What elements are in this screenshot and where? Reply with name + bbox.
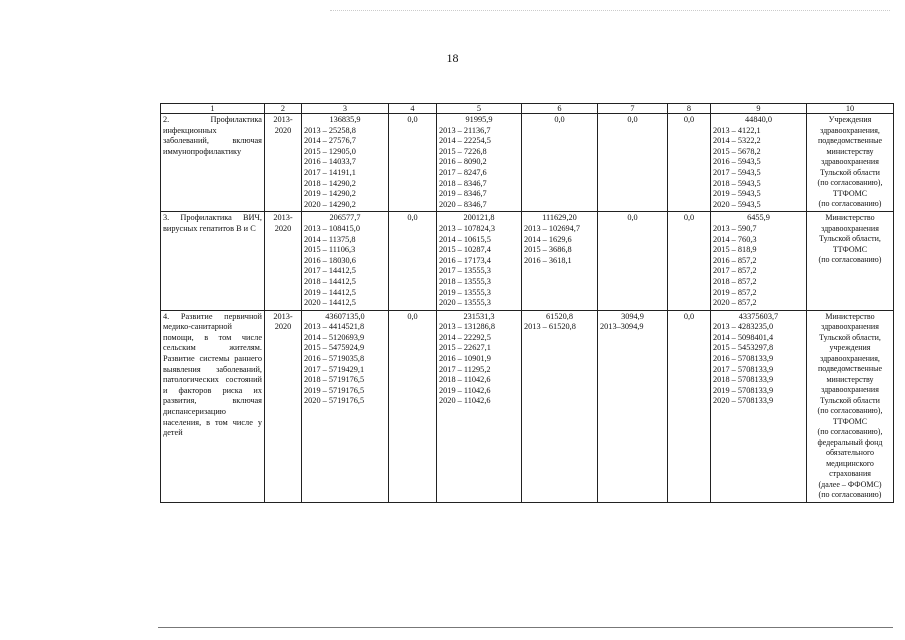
executor-cell xyxy=(807,212,894,310)
col9-cell xyxy=(711,212,807,310)
total-cell-total: 136835,9 xyxy=(329,115,361,124)
col5-cell-year-value: 2014 – 10615,5 xyxy=(439,234,491,244)
col-header-4: 4 xyxy=(389,104,437,114)
col5-cell xyxy=(437,310,522,502)
col5-cell-year-value: 2016 – 17173,4 xyxy=(439,255,491,265)
col7-cell xyxy=(598,310,668,502)
total-cell-year-value: 2013 – 108415,0 xyxy=(304,223,361,233)
col9-cell xyxy=(711,114,807,212)
executor-line: подведомственные xyxy=(817,136,883,145)
col9-cell-year-value: 2015 – 818,9 xyxy=(713,245,757,255)
total-cell-year-value: 2017 – 14412,5 xyxy=(304,266,356,276)
col6-cell-year-value: 2016 – 3618,1 xyxy=(524,255,572,265)
table-row xyxy=(161,212,894,310)
col9-cell-year-value: 2017 – 857,2 xyxy=(713,266,757,276)
col9-cell-year-value: 2017 – 5708133,9 xyxy=(713,364,774,374)
col9-cell-total: 6455,9 xyxy=(747,213,770,223)
total-cell-total: 206577,7 xyxy=(329,213,361,223)
table-row xyxy=(161,114,894,212)
col9-cell-year-value: 2014 – 5098401,4 xyxy=(713,332,774,342)
col6-cell-year-value: 2014 – 1629,6 xyxy=(524,234,572,244)
total-cell-year-value: 2014 – 11375,8 xyxy=(304,234,356,244)
executor-line: Тульской области xyxy=(820,395,880,405)
col5-cell xyxy=(437,212,522,310)
executor-line: министерству xyxy=(826,374,874,384)
col5-cell-year-value: 2016 – 10901,9 xyxy=(439,354,491,364)
total-cell-year-value: 2019 – 14412,5 xyxy=(304,287,356,297)
executor-line: медицинского xyxy=(826,458,874,468)
col5-cell-year-value: 2020 – 8346,7 xyxy=(439,199,487,209)
executor-line: здравоохранения xyxy=(821,385,879,395)
col7-cell-year-value: 2013–3094,9 xyxy=(600,322,644,332)
col5-cell-year-value: 2013 – 131286,8 xyxy=(439,322,496,332)
executor-line: министерству xyxy=(826,146,874,156)
col5-cell-year-value: 2014 – 22254,5 xyxy=(439,136,491,146)
executor-line: ТТФОМС xyxy=(832,244,868,254)
col9-cell-year-value: 2013 – 590,7 xyxy=(713,223,757,233)
executor-line: (по согласованию), xyxy=(817,406,883,416)
total-cell-year-value: 2015 – 12905,0 xyxy=(304,146,356,156)
executor-line: страхования xyxy=(829,469,871,479)
total-cell-year-value: 2019 – 14290,2 xyxy=(304,189,356,199)
executor-line: учреждения xyxy=(829,343,871,353)
col-header-5: 5 xyxy=(437,104,522,114)
executor-line: Учреждения xyxy=(828,115,872,124)
col5-cell-total: 91995,9 xyxy=(465,115,493,124)
total-cell-year-value: 2015 – 5475924,9 xyxy=(304,343,365,353)
period-cell: 2013-2020 xyxy=(265,310,302,502)
executor-line: (по согласованию) xyxy=(818,255,882,265)
total-cell-year-value: 2018 – 14290,2 xyxy=(304,178,356,188)
col4-cell: 0,0 xyxy=(389,212,437,310)
col9-cell-year-value: 2016 – 5943,5 xyxy=(713,157,761,167)
col7-cell: 0,0 xyxy=(598,114,668,212)
executor-line: ТТФОМС xyxy=(832,416,868,426)
scan-artifact-line xyxy=(330,10,890,11)
executor-line: (далее – ФФОМС) xyxy=(818,479,882,489)
col9-cell-year-value: 2020 – 5708133,9 xyxy=(713,396,774,406)
col5-cell-year-value: 2018 – 8346,7 xyxy=(439,178,487,188)
total-cell-year-value: 2020 – 5719176,5 xyxy=(304,396,365,406)
col9-cell-year-value: 2020 – 5943,5 xyxy=(713,199,761,209)
col5-cell-year-value: 2017 – 13555,3 xyxy=(439,266,491,276)
col5-cell-year-value: 2019 – 8346,7 xyxy=(439,189,487,199)
col9-cell-year-value: 2014 – 5322,2 xyxy=(713,136,761,146)
col5-cell-year-value: 2014 – 22292,5 xyxy=(439,332,491,342)
col6-cell xyxy=(522,212,598,310)
total-cell-year-value: 2016 – 14033,7 xyxy=(304,157,356,167)
executor-line: Министерство xyxy=(825,213,875,223)
col9-cell-year-value: 2013 – 4283235,0 xyxy=(713,322,774,332)
col9-cell-total: 43375603,7 xyxy=(738,311,779,321)
activity-name-cell: 3. Профилактика ВИЧ, вирусных гепатитов В и С xyxy=(161,212,265,310)
column-number-row xyxy=(161,104,894,114)
col9-cell-year-value: 2020 – 857,2 xyxy=(713,298,757,308)
col6-cell-total: 0,0 xyxy=(554,115,565,124)
total-cell xyxy=(302,310,389,502)
col-header-8: 8 xyxy=(668,104,711,114)
page-bottom-rule xyxy=(158,627,893,628)
total-cell-year-value: 2018 – 5719176,5 xyxy=(304,375,365,385)
col5-cell-year-value: 2015 – 10287,4 xyxy=(439,245,491,255)
col-header-9: 9 xyxy=(711,104,807,114)
col7-cell-total: 3094,9 xyxy=(621,311,644,321)
total-cell-year-value: 2017 – 5719429,1 xyxy=(304,364,365,374)
col9-cell-year-value: 2013 – 4122,1 xyxy=(713,125,761,135)
col9-cell-total: 44840,0 xyxy=(745,115,772,124)
executor-line: здравоохранения, xyxy=(820,125,880,135)
col5-cell-total: 200121,8 xyxy=(463,213,495,223)
total-cell-year-value: 2014 – 5120693,9 xyxy=(304,332,365,342)
col9-cell-year-value: 2014 – 760,3 xyxy=(713,234,757,244)
col9-cell-year-value: 2015 – 5453297,8 xyxy=(713,343,774,353)
total-cell-year-value: 2013 – 25258,8 xyxy=(304,125,356,135)
col9-cell-year-value: 2018 – 5943,5 xyxy=(713,178,761,188)
executor-line: здравоохранения, xyxy=(820,353,880,363)
col6-cell xyxy=(522,114,598,212)
total-cell xyxy=(302,212,389,310)
col6-cell-year-value: 2015 – 3686,8 xyxy=(524,245,572,255)
executor-line: федеральный фонд xyxy=(817,437,883,447)
col6-cell-year-value: 2013 – 61520,8 xyxy=(524,322,576,332)
col6-cell-year-value: 2013 – 102694,7 xyxy=(524,223,581,233)
col5-cell-year-value: 2019 – 13555,3 xyxy=(439,287,491,297)
total-cell-year-value: 2016 – 18030,6 xyxy=(304,255,356,265)
col-header-7: 7 xyxy=(598,104,668,114)
executor-line: (по согласованию), xyxy=(817,427,883,437)
executor-line: здравоохранения xyxy=(821,322,879,332)
col7-cell: 0,0 xyxy=(598,212,668,310)
total-cell-year-value: 2020 – 14290,2 xyxy=(304,199,356,209)
col9-cell-year-value: 2017 – 5943,5 xyxy=(713,167,761,177)
col-header-1: 1 xyxy=(161,104,265,114)
col9-cell-year-value: 2015 – 5678,2 xyxy=(713,146,761,156)
col5-cell-year-value: 2020 – 11042,6 xyxy=(439,396,491,406)
total-cell-total: 43607135,0 xyxy=(325,311,365,321)
page-number: 18 xyxy=(446,51,459,65)
executor-cell xyxy=(807,310,894,502)
total-cell-year-value: 2018 – 14412,5 xyxy=(304,276,356,286)
col5-cell-year-value: 2020 – 13555,3 xyxy=(439,298,491,308)
total-cell-year-value: 2013 – 4414521,8 xyxy=(304,322,365,332)
col-header-6: 6 xyxy=(522,104,598,114)
col6-cell-total: 61520,8 xyxy=(546,311,573,321)
executor-line: Тульской области, xyxy=(819,234,881,244)
col9-cell-year-value: 2016 – 5708133,9 xyxy=(713,354,774,364)
col4-cell: 0,0 xyxy=(389,114,437,212)
executor-line: подведомственные xyxy=(817,364,883,374)
executor-line: здравоохранения xyxy=(821,223,879,233)
col5-cell-year-value: 2019 – 11042,6 xyxy=(439,385,491,395)
col6-cell xyxy=(522,310,598,502)
executor-line: ТТФОМС xyxy=(832,188,868,198)
period-cell: 2013-2020 xyxy=(265,212,302,310)
total-cell-year-value: 2014 – 27576,7 xyxy=(304,136,356,146)
executor-line: Тульской области, xyxy=(819,332,881,342)
col8-cell: 0,0 xyxy=(668,310,711,502)
executor-line: (по согласованию) xyxy=(818,199,882,208)
activity-name-cell: 2. Профилактика инфекционных заболеваний, включая иммунопрофилактику xyxy=(161,114,265,212)
col8-cell: 0,0 xyxy=(668,114,711,212)
table-row xyxy=(161,310,894,502)
col5-cell-year-value: 2015 – 7226,8 xyxy=(439,146,487,156)
col5-cell xyxy=(437,114,522,212)
col5-cell-year-value: 2018 – 13555,3 xyxy=(439,276,491,286)
program-financing-table xyxy=(160,103,894,503)
col5-cell-total: 231531,3 xyxy=(463,311,495,321)
executor-cell xyxy=(807,114,894,212)
col9-cell xyxy=(711,310,807,502)
total-cell-year-value: 2020 – 14412,5 xyxy=(304,298,356,308)
col5-cell-year-value: 2018 – 11042,6 xyxy=(439,375,491,385)
total-cell xyxy=(302,114,389,212)
period-cell: 2013-2020 xyxy=(265,114,302,212)
total-cell-year-value: 2019 – 5719176,5 xyxy=(304,385,365,395)
col-header-2: 2 xyxy=(265,104,302,114)
total-cell-year-value: 2016 – 5719035,8 xyxy=(304,354,365,364)
activity-name-cell: 4. Развитие первичной медико-санитарной помощи, в том числе сельским жителям. Развитие системы раннего выявления заболеваний, патологических состояний и факторов риска их развития, включая диспансеризацию населения, в том числе у детей xyxy=(161,310,265,502)
col9-cell-year-value: 2019 – 5943,5 xyxy=(713,189,761,199)
col5-cell-year-value: 2013 – 107824,3 xyxy=(439,223,496,233)
executor-line: Министерство xyxy=(825,311,875,321)
col9-cell-year-value: 2018 – 857,2 xyxy=(713,276,757,286)
col6-cell-total: 111629,20 xyxy=(542,213,577,223)
col5-cell-year-value: 2017 – 8247,6 xyxy=(439,167,487,177)
executor-line: Тульской области xyxy=(820,167,880,177)
executor-line: здравоохранения xyxy=(821,157,879,166)
col9-cell-year-value: 2016 – 857,2 xyxy=(713,255,757,265)
executor-line: (по согласованию), xyxy=(817,178,883,187)
col4-cell: 0,0 xyxy=(389,310,437,502)
total-cell-year-value: 2017 – 14191,1 xyxy=(304,167,356,177)
col-header-3: 3 xyxy=(302,104,389,114)
executor-line: обязательного xyxy=(825,448,875,458)
col8-cell: 0,0 xyxy=(668,212,711,310)
total-cell-year-value: 2015 – 11106,3 xyxy=(304,245,356,255)
col9-cell-year-value: 2019 – 5708133,9 xyxy=(713,385,774,395)
col5-cell-year-value: 2015 – 22627,1 xyxy=(439,343,491,353)
col9-cell-year-value: 2019 – 857,2 xyxy=(713,287,757,297)
col9-cell-year-value: 2018 – 5708133,9 xyxy=(713,375,774,385)
col-header-10: 10 xyxy=(807,104,894,114)
executor-line: (по согласованию) xyxy=(818,490,882,500)
col5-cell-year-value: 2016 – 8090,2 xyxy=(439,157,487,167)
col5-cell-year-value: 2013 – 21136,7 xyxy=(439,125,491,135)
col5-cell-year-value: 2017 – 11295,2 xyxy=(439,364,491,374)
